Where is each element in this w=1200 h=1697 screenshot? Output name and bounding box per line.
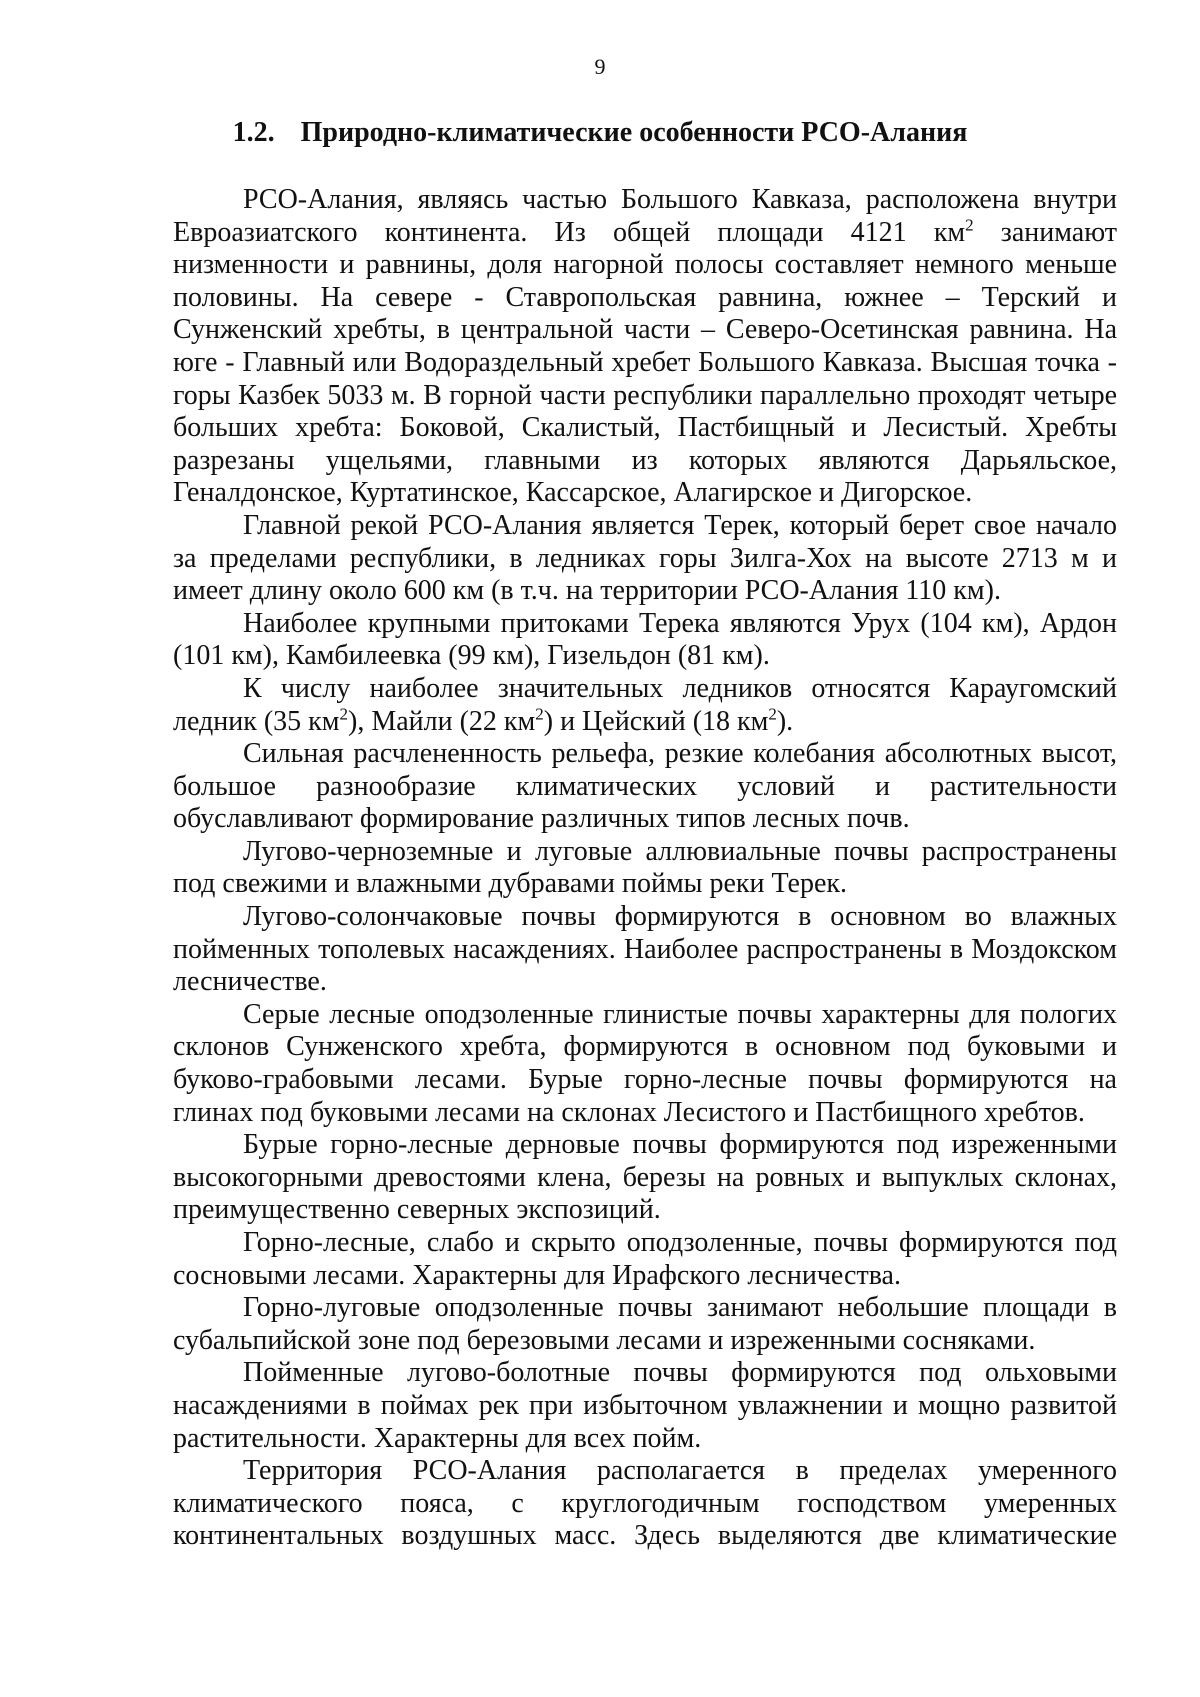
paragraph-text: ) и Цейский (18 км	[543, 705, 769, 737]
superscript: 2	[339, 704, 348, 724]
paragraph: Сильная расчлененность рельефа, резкие колебания абсолютных высот, большое разнообразие климатических условий и растительности обуславливают формирование различных типов лесных почв.	[173, 738, 1117, 835]
page-number: 9	[594, 54, 606, 79]
section-heading	[0, 116, 1200, 150]
paragraph: Главной рекой РСО-Алания является Терек, который берет свое начало за пределами республики, в ледниках горы Зилга-Хох на высоте 2713 м и имеет длину около 600 км (в т.ч. на территории РСО-Алания 110 км).	[173, 509, 1117, 607]
paragraph-text: ), Майли (22 км	[348, 705, 536, 737]
paragraph-text: РСО-Алания, являясь частью Большого Кавказа, расположена внутри Евроазиатского континента. Из общей площади 4121 км	[173, 184, 1117, 248]
paragraph	[173, 673, 1117, 738]
superscript: 2	[535, 704, 544, 724]
section-title: Природно-климатические особенности РСО-Алания	[300, 117, 968, 148]
paragraph-text: К числу наиболее значительных ледников относятся Караугомский ледник (35 км	[173, 672, 1117, 737]
paragraph: Лугово-черноземные и луговые аллювиальные почвы распространены под свежими и влажными дубравами поймы реки Терек.	[173, 835, 1117, 900]
paragraph: Пойменные лугово-болотные почвы формируются под ольховыми насаждениями в поймах рек при избыточном увлажнении и мощно развитой растительности. Характерны для всех пойм.	[173, 1357, 1117, 1454]
paragraph: Горно-луговые оподзоленные почвы занимают небольшие площади в субальпийской зоне под березовыми лесами и изреженными сосняками.	[173, 1292, 1117, 1356]
paragraph-text: ).	[776, 705, 794, 737]
paragraph: Бурые горно-лесные дерновые почвы формируются под изреженными высокогорными древостоями клена, березы на ровных и выпуклых склонах, преимущественно северных экспозиций.	[173, 1129, 1117, 1226]
superscript: 2	[768, 704, 777, 724]
paragraph	[173, 184, 1117, 510]
superscript: 2	[965, 215, 974, 235]
paragraph: Серые лесные оподзоленные глинистые почвы характерны для пологих склонов Сунженского хребта, формируются в основном под буковыми и буково-грабовыми лесами. Бурые горно-лесные почвы формируются на глинах под буковыми лесами на склонах Лесистого и Пастбищного хребтов.	[173, 998, 1117, 1128]
body-text	[173, 184, 1117, 1553]
section-number: 1.2.	[232, 117, 275, 148]
paragraph: Горно-лесные, слабо и скрыто оподзоленные, почвы формируются под сосновыми лесами. Характерны для Ирафского лесничества.	[173, 1227, 1117, 1291]
paragraph: Территория РСО-Алания располагается в пределах умеренного климатического пояса, с круглогодичным господством умеренных континентальных воздушных масс. Здесь выделяются две климатические	[173, 1455, 1117, 1552]
paragraph: Лугово-солончаковые почвы формируются в основном во влажных пойменных тополевых насаждениях. Наиболее распространены в Моздокском лесничестве.	[173, 901, 1117, 998]
paragraph: Наиболее крупными притоками Терека являются Урух (104 км), Ардон (101 км), Камбилеевка (99 км), Гизельдон (81 км).	[173, 607, 1117, 672]
paragraph-text: занимают низменности и равнины, доля нагорной полосы составляет немного меньше половины. На севере - Ставропольская равнина, южнее – Терский и Сунженский хребты, в центральной части – Северо-Осетинская равнина. На юге - Главный или Водораздельный хребет Большого Кавказа. Высшая точка - горы Казбек 5033 м. В горной части республики параллельно проходят четыре больших хребта: Боковой, Скалистый, Пастбищный и Лесистый. Хребты разрезаны ущельями, главными из которых являются Дарьяльское, Геналдонское, Куртатинское, Кассарское, Алагирское и Дигорское.	[173, 216, 1118, 509]
